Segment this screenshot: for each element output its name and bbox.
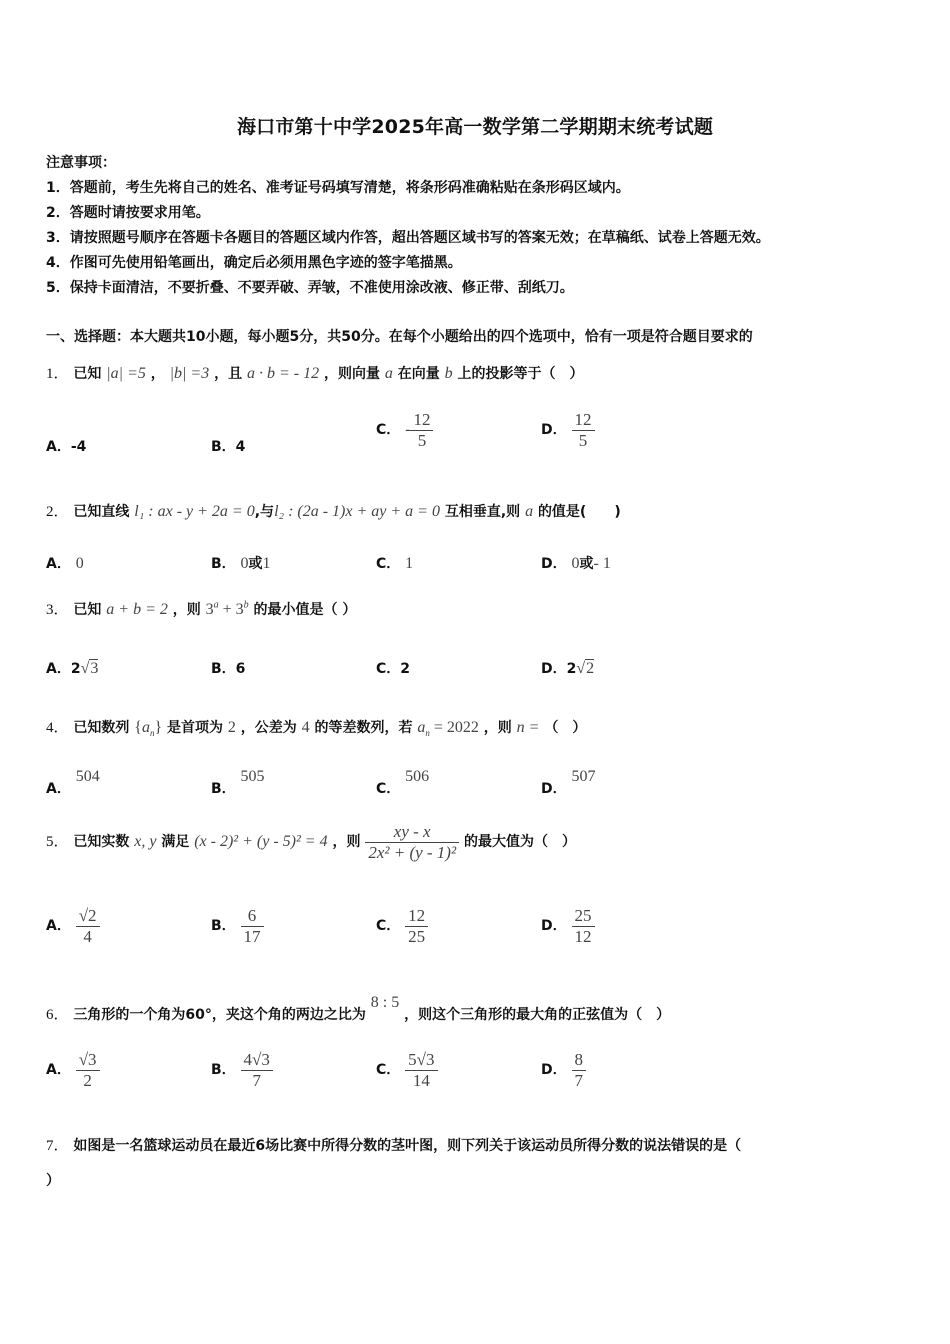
q-math-subscript: n xyxy=(425,728,430,739)
q-text: 是首项为 xyxy=(167,720,224,736)
question-number: 6． xyxy=(46,1007,69,1023)
q-text: ，则这个三角形的最大角的正弦值为（ ） xyxy=(404,1007,671,1023)
q-text: ，公差为 xyxy=(240,720,297,736)
option-label: B． xyxy=(211,439,236,455)
option-value: 0 xyxy=(240,555,249,572)
fraction-numerator: 8 xyxy=(574,1050,583,1069)
q-math: l₁ : ax - y + 2a = 0 xyxy=(134,503,255,520)
question-number: 5． xyxy=(46,834,69,851)
question-1 xyxy=(46,362,583,383)
q-text: 已知数列 xyxy=(73,720,130,736)
note-item-3: 3．请按照题号顺序在答题卡各题目的答题区域内作答，超出答题区域书写的答案无效；在草稿纸、试卷上答题无效。 xyxy=(46,230,770,246)
option-label: A． xyxy=(46,439,71,455)
q-math xyxy=(417,719,479,739)
option-value: 1 xyxy=(405,555,414,572)
option-fraction xyxy=(572,410,595,450)
option-fraction xyxy=(410,410,433,450)
option-sign: - xyxy=(405,421,411,439)
fraction-numerator: 6 xyxy=(247,906,257,925)
question-5 xyxy=(46,822,576,862)
fraction-numerator: √2 xyxy=(78,906,97,925)
fraction-numerator: 12 xyxy=(574,410,592,429)
note-item-1: 1．答题前，考生先将自己的姓名、准考证号码填写清楚，将条形码准确粘贴在条形码区域内。 xyxy=(46,180,630,196)
option-fraction xyxy=(76,1050,100,1090)
q-text: 的最大值为（ ） xyxy=(463,834,576,851)
option-label: D． xyxy=(541,661,567,677)
fraction-denominator: 4 xyxy=(76,926,100,947)
question-2 xyxy=(46,500,621,521)
option-label: D． xyxy=(541,422,567,439)
option-value: 504 xyxy=(75,768,100,785)
q-math: a xyxy=(384,365,393,382)
q-math: x, y xyxy=(134,833,157,851)
option-c[interactable] xyxy=(376,553,413,573)
fraction-denominator: 17 xyxy=(241,926,264,947)
question-4 xyxy=(46,716,586,738)
option-c[interactable] xyxy=(376,1050,438,1090)
q-text: 已知实数 xyxy=(73,834,130,851)
q-text: ，则 xyxy=(332,834,361,851)
option-b[interactable] xyxy=(211,436,245,456)
q-text: ,与 xyxy=(254,504,275,520)
option-value: -4 xyxy=(70,439,87,455)
q-math: a + b = 2 xyxy=(106,601,168,618)
option-label: B． xyxy=(211,918,236,935)
fraction-denominator: 5 xyxy=(410,430,433,451)
option-label: D． xyxy=(541,1062,567,1079)
option-a[interactable] xyxy=(46,906,100,946)
option-label: A． xyxy=(46,918,71,935)
q-math-base: a xyxy=(141,719,150,736)
fraction-denominator: 2x² + (y - 1)² xyxy=(365,842,459,863)
q-text: 的等差数列，若 xyxy=(314,720,413,736)
notes-heading: 注意事项： xyxy=(46,155,116,171)
option-label: B． xyxy=(211,556,236,572)
option-c[interactable] xyxy=(376,410,433,450)
option-fraction xyxy=(405,906,428,946)
q-text: ， xyxy=(150,366,165,382)
option-value: 505 xyxy=(240,768,265,785)
option-fraction xyxy=(405,1050,437,1090)
option-a[interactable] xyxy=(46,1050,100,1090)
q-math: n = xyxy=(516,719,540,736)
fraction-denominator: 25 xyxy=(405,926,428,947)
option-fraction xyxy=(572,1050,587,1090)
option-value: 4 xyxy=(235,439,246,455)
fraction-denominator: 7 xyxy=(572,1070,587,1091)
option-value: 6 xyxy=(235,661,246,677)
q-text: ，则向量 xyxy=(323,366,380,382)
question-number: 1． xyxy=(46,366,69,382)
q-text: ，则 xyxy=(172,602,201,618)
q-math: |a| =5 xyxy=(106,365,146,382)
option-b[interactable] xyxy=(211,553,271,573)
option-d[interactable] xyxy=(541,553,611,573)
q-text: ，则 xyxy=(483,720,512,736)
option-b[interactable] xyxy=(211,1050,273,1090)
q-text: 在向量 xyxy=(397,366,440,382)
q-text: 三角形的一个角为60°，夹这个角的两边之比为 xyxy=(73,1007,366,1023)
option-label: A． xyxy=(46,556,71,572)
q-math: 8 : 5 xyxy=(370,994,400,1011)
fraction-numerator: √3 xyxy=(78,1050,97,1069)
question-number: 4． xyxy=(46,720,69,736)
option-value: 507 xyxy=(571,768,596,785)
q-math: l₂ : (2a - 1)x + ay + a = 0 xyxy=(274,503,440,520)
option-value: 1 xyxy=(262,555,271,572)
q-math-exponent: b xyxy=(243,599,249,611)
option-label: D． xyxy=(541,918,567,935)
radicand: 3 xyxy=(90,660,99,677)
option-value: 2 xyxy=(400,661,411,677)
option-label: B． xyxy=(211,781,236,797)
q-text: 的最小值是（ ） xyxy=(253,602,357,618)
option-b[interactable] xyxy=(211,906,264,946)
option-label: C． xyxy=(376,422,401,439)
option-c[interactable] xyxy=(376,766,430,797)
q-text: 上的投影等于（ ） xyxy=(457,366,584,382)
q-text: 已知 xyxy=(73,366,102,382)
option-d[interactable] xyxy=(541,410,595,450)
note-item-2: 2．答题时请按要求用笔。 xyxy=(46,205,210,221)
q-text: 如图是一名篮球运动员在最近6场比赛中所得分数的茎叶图，则下列关于该运动员所得分数的说法错误的是（ xyxy=(73,1138,742,1154)
option-d[interactable] xyxy=(541,766,596,797)
q-math xyxy=(206,601,249,618)
question-3 xyxy=(46,598,356,619)
fraction-numerator: 12 xyxy=(413,410,431,429)
option-connector: 或 xyxy=(579,556,594,572)
option-label: C． xyxy=(376,918,401,935)
q-text: ，且 xyxy=(214,366,243,382)
q-math-base: 3 xyxy=(205,601,214,618)
option-value: 2 xyxy=(70,661,81,677)
option-label: C． xyxy=(376,661,401,677)
option-fraction xyxy=(241,906,264,946)
option-fraction xyxy=(572,906,595,946)
sqrt-sign: √ xyxy=(576,660,586,677)
option-label: D． xyxy=(541,556,567,572)
question-number: 7． xyxy=(46,1138,69,1154)
fraction-numerator: xy - x xyxy=(393,822,431,841)
option-c[interactable] xyxy=(376,658,410,678)
question-7 xyxy=(46,1134,741,1155)
option-connector: 或 xyxy=(248,556,263,572)
question-6 xyxy=(46,994,671,1024)
q-math: |b| =3 xyxy=(169,365,210,382)
option-label: A． xyxy=(46,661,71,677)
q-math-subscript: n xyxy=(149,728,155,739)
q-math: $\{a_n\}$ xyxy=(134,719,163,739)
option-label: A． xyxy=(46,1062,71,1079)
option-d[interactable] xyxy=(541,1050,586,1090)
fraction-denominator: 7 xyxy=(241,1070,273,1091)
q-text: 互相垂直,则 xyxy=(444,504,521,520)
q-text: 满足 xyxy=(161,834,190,851)
option-value: 506 xyxy=(405,768,430,785)
option-label: A． xyxy=(46,781,71,797)
fraction-numerator: 12 xyxy=(408,906,426,925)
q-math: a · b = - 12 xyxy=(246,365,320,382)
q-math: b xyxy=(444,365,453,382)
fraction-numerator: 25 xyxy=(574,906,592,925)
radicand: 2 xyxy=(586,660,595,677)
fraction-numerator: 4√3 xyxy=(243,1050,270,1069)
option-value: 2 xyxy=(566,661,577,677)
q-math: a xyxy=(525,503,534,520)
option-a[interactable] xyxy=(46,436,86,456)
option-b[interactable] xyxy=(211,766,265,797)
section-heading: 一、选择题：本大题共10小题，每小题5分，共50分。在每个小题给出的四个选项中，恰有一项是符合题目要求的 xyxy=(46,329,753,345)
option-label: C． xyxy=(376,556,401,572)
q-text: 的值是( ) xyxy=(537,504,621,520)
option-fraction xyxy=(241,1050,273,1090)
option-label: B． xyxy=(211,661,236,677)
q-text: 已知 xyxy=(73,602,102,618)
option-label: C． xyxy=(376,1062,401,1079)
option-value: - 1 xyxy=(593,555,611,572)
q-math-base: = 2022 xyxy=(429,719,479,736)
option-a[interactable] xyxy=(46,553,84,573)
fraction-denominator: 14 xyxy=(405,1070,437,1091)
option-c[interactable] xyxy=(376,906,428,946)
q-math-base: a xyxy=(417,719,426,736)
q-math: (x - 2)² + (y - 5)² = 4 xyxy=(194,833,328,851)
fraction-denominator: 2 xyxy=(76,1070,100,1091)
fraction-denominator: 5 xyxy=(572,430,595,451)
option-value: 0 xyxy=(75,555,84,572)
option-d[interactable] xyxy=(541,906,595,946)
question-number: 3． xyxy=(46,602,69,618)
option-a[interactable] xyxy=(46,658,98,678)
question-7-continued: ） xyxy=(46,1173,60,1189)
fraction-denominator: 12 xyxy=(572,926,595,947)
q-math: 2 xyxy=(227,719,236,736)
q-math-exponent: a xyxy=(213,599,219,611)
option-d[interactable] xyxy=(541,658,594,678)
option-label: B． xyxy=(211,1062,236,1079)
q-text: （ ） xyxy=(544,720,587,736)
question-number: 2． xyxy=(46,504,69,520)
option-value: 0 xyxy=(571,555,580,572)
q-fraction xyxy=(365,822,459,862)
q-math: 4 xyxy=(301,719,310,736)
q-math-base: + 3 xyxy=(218,601,244,618)
option-b[interactable] xyxy=(211,658,245,678)
note-item-4: 4．作图可先使用铅笔画出，确定后必须用黑色字迹的签字笔描黑。 xyxy=(46,255,462,271)
q-text: 已知直线 xyxy=(73,504,130,520)
sqrt-sign: √ xyxy=(80,660,90,677)
page-title: 海口市第十中学2025年高一数学第二学期期末统考试题 xyxy=(236,116,714,138)
fraction-numerator: 5√3 xyxy=(408,1050,435,1069)
note-item-5: 5．保持卡面清洁，不要折叠、不要弄破、弄皱，不准使用涂改液、修正带、刮纸刀。 xyxy=(46,280,574,296)
option-a[interactable] xyxy=(46,766,100,797)
option-fraction xyxy=(76,906,100,946)
option-label: D． xyxy=(541,781,567,797)
option-label: C． xyxy=(376,781,401,797)
